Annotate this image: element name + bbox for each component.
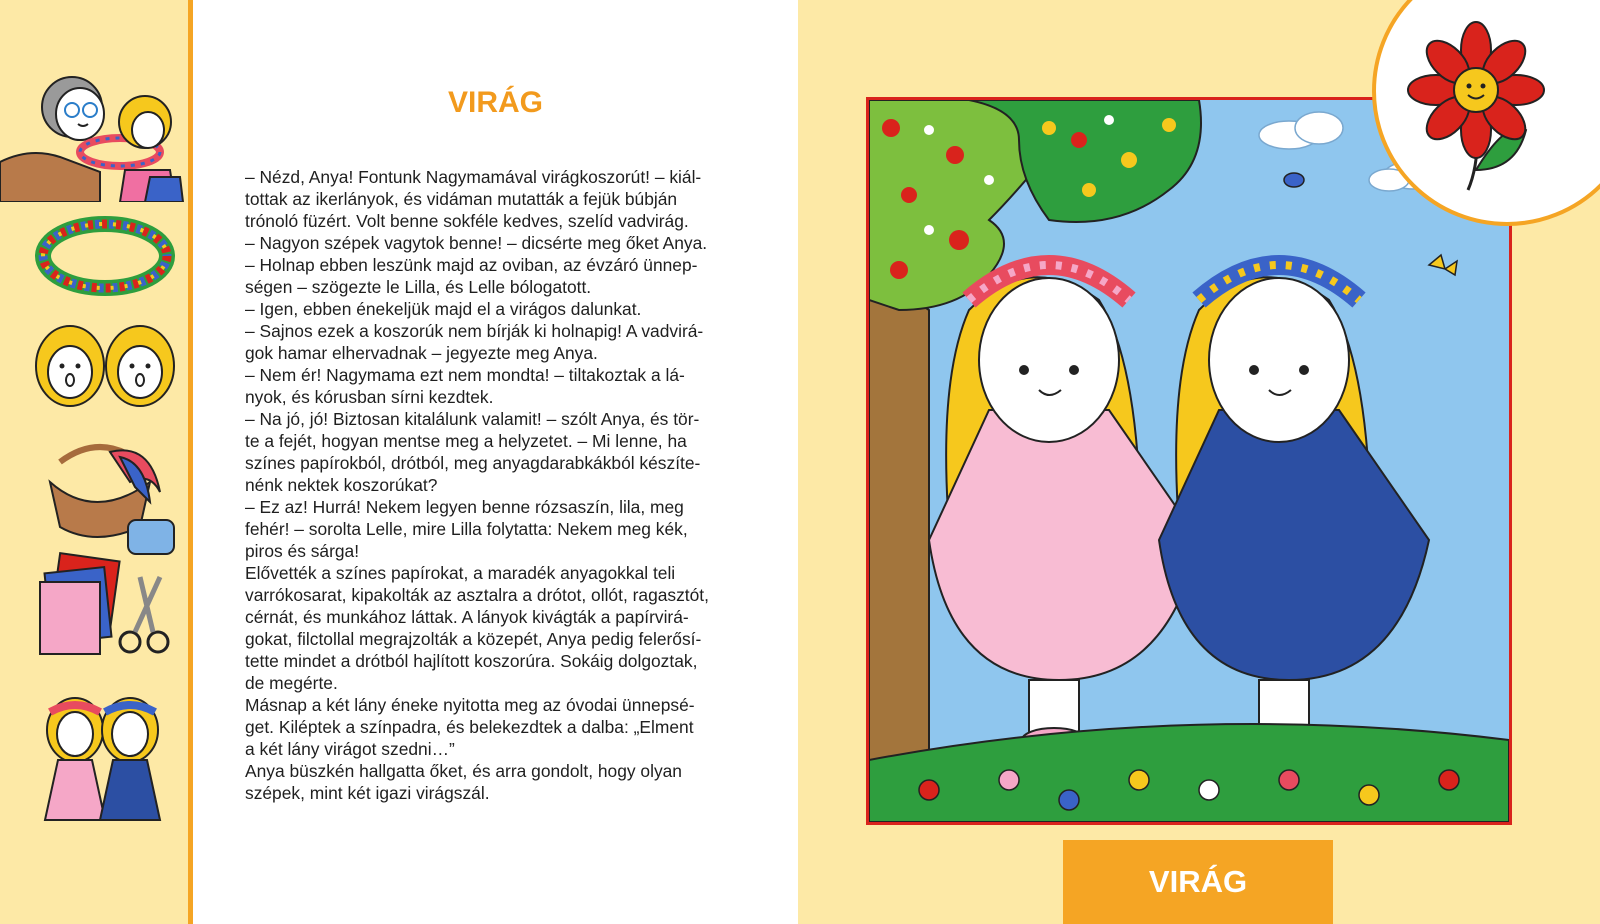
story-line: fehér! – sorolta Lelle, mire Lilla folytatta: Nekem meg kék,: [245, 519, 688, 539]
story-line: a két lány virágot szedni…”: [245, 739, 455, 759]
story-line: Elővették a színes papírokat, a maradék anyagokkal teli: [245, 563, 676, 583]
story-line: tette mindet a drótból hajlított koszorúra. Sokáig dolgoztak,: [245, 651, 698, 671]
story-line: – Igen, ebben énekeljük majd el a virágos dalunkat.: [245, 299, 642, 319]
story-line: színes papírokból, drótból, meg anyagdarabkákból készíte-: [245, 453, 701, 473]
picture-label: [1063, 840, 1333, 924]
story-line: piros és sárga!: [245, 541, 360, 561]
story-line: tottak az ikerlányok, és vidáman mutatták a fejük búbján: [245, 189, 678, 209]
story-title: VIRÁG: [447, 86, 543, 119]
story-line: Anya büszkén hallgatta őket, és arra gondolt, hogy olyan: [245, 761, 682, 781]
story-line: – Nem ér! Nagymama ezt nem mondta! – tiltakoztak a lá-: [245, 365, 685, 385]
story-line: cérnát, és munkához láttak. A lányok kivágták a papírvirá-: [245, 607, 689, 627]
story-text: [245, 166, 743, 804]
story-line: szépek, mint két igazi virágszál.: [245, 783, 490, 803]
story-line: – Nagyon szépek vagytok benne! – dicsérte meg őket Anya.: [245, 233, 708, 253]
story-line: trónoló füzért. Volt benne sokféle kedves, szelíd vadvirág.: [245, 211, 689, 231]
story-line: te a fejét, hogyan mentse meg a helyzetet. – Mi lenne, ha: [245, 431, 687, 451]
story-line: gok hamar elhervadnak – jegyezte meg Anya.: [245, 343, 598, 363]
story-line: de megérte.: [245, 673, 338, 693]
story-line: – Nézd, Anya! Fontunk Nagymamával virágkoszorút! – kiál-: [245, 167, 702, 187]
paper-scissors-icon: [0, 552, 188, 667]
story-line: nyok, és kórusban sírni kezdtek.: [245, 387, 494, 407]
picture-label-text: VIRÁG: [1148, 864, 1248, 899]
story-line: nénk nektek koszorúkat?: [245, 475, 438, 495]
icon-sidebar: [0, 0, 188, 924]
story-line: get. Kiléptek a színpadra, és belekezdtek a dalba: „Elment: [245, 717, 694, 737]
twins-illustration: [866, 97, 1512, 825]
grandma-wreath-icon: [0, 52, 188, 207]
story-line: gokat, filctollal megrajzolták a közepét, Anya pedig felerősí-: [245, 629, 702, 649]
flower-wreath-icon: [0, 204, 188, 309]
story-line: – Holnap ebben leszünk majd az oviban, az évzáró ünnep-: [245, 255, 698, 275]
crying-twins-icon: [0, 314, 188, 429]
story-line: – Na jó, jó! Biztosan kitalálunk valamit! – szólt Anya, és tör-: [245, 409, 700, 429]
story-line: – Sajnos ezek a koszorúk nem bírják ki holnapig! A vadvirá-: [245, 321, 704, 341]
story-line: – Ez az! Hurrá! Nekem legyen benne rózsaszín, lila, meg: [245, 497, 684, 517]
story-line: Másnap a két lány éneke nyitotta meg az óvodai ünnepsé-: [245, 695, 695, 715]
story-line: ségen – szögezte le Lilla, és Lelle bólogatott.: [245, 277, 592, 297]
story-line: varrókosarat, kipakolták az asztalra a drótot, ollót, ragasztót,: [245, 585, 709, 605]
twins-wreath-icon: [0, 690, 188, 835]
story-page: [193, 0, 798, 924]
sewing-basket-icon: [0, 432, 188, 562]
